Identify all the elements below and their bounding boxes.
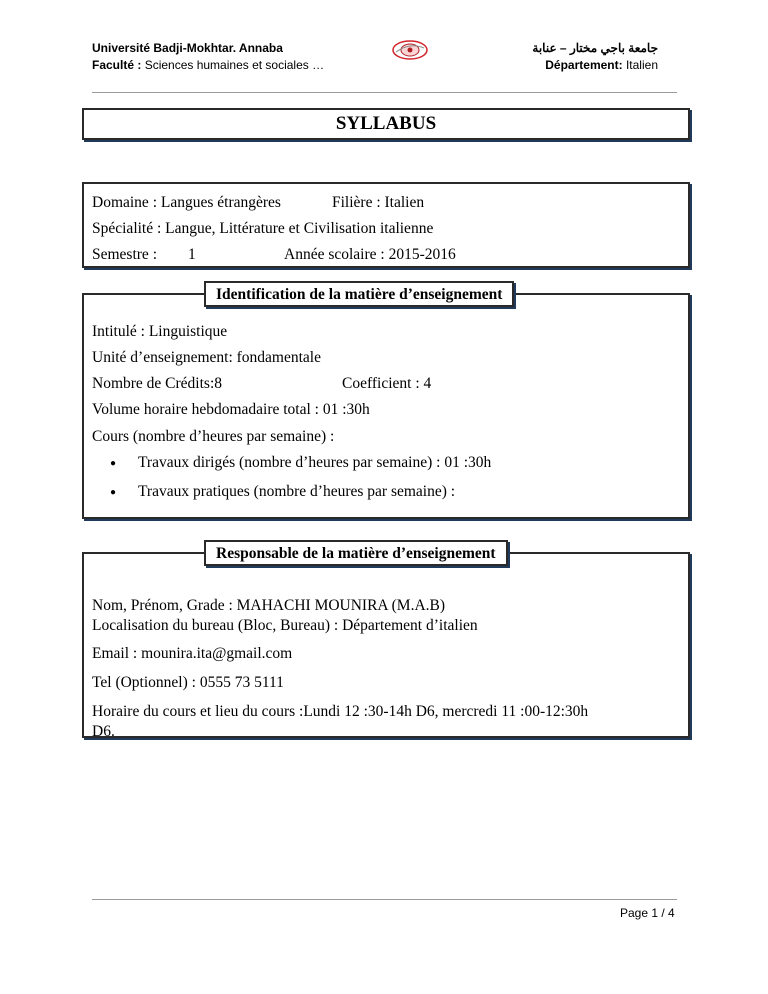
td-text: Travaux dirigés (nombre d’heures par semaine) : 01 :30h: [138, 454, 492, 471]
unite-text: Unité d’enseignement: fondamentale: [92, 349, 321, 366]
bullet-icon: ●: [110, 458, 117, 469]
university-logo-icon: [390, 38, 430, 62]
specialite-text: Spécialité : Langue, Littérature et Civilisation italienne: [92, 220, 434, 237]
annee-text: Année scolaire : 2015-2016: [284, 246, 456, 263]
bullet-icon: ●: [110, 487, 117, 498]
tp-text: Travaux pratiques (nombre d’heures par semaine) :: [138, 483, 456, 500]
department-value: Italien: [625, 58, 658, 72]
horaire-text: Horaire du cours et lieu du cours :Lundi 12 :30-14h D6, mercredi 11 :00-12:30h: [92, 703, 589, 720]
cours-text: Cours (nombre d’heures par semaine) :: [92, 428, 335, 445]
credits-text: Nombre de Crédits:8: [92, 375, 223, 392]
responsable-heading: Responsable de la matière d’enseignement: [204, 540, 508, 566]
syllabus-title: SYLLABUS: [82, 108, 690, 140]
identification-heading: Identification de la matière d’enseignement: [204, 281, 514, 307]
filiere-text: Filière : Italien: [332, 194, 425, 211]
volume-text: Volume horaire hebdomadaire total : 01 :30h: [92, 401, 370, 418]
header-divider: [92, 92, 677, 93]
program-box: [82, 182, 690, 268]
university-name: Université Badji-Mokhtar. Annaba: [92, 41, 283, 55]
horaire-text-cont: D6.: [92, 723, 115, 740]
semestre-value: 1: [188, 246, 196, 263]
page-number: Page 1 / 4: [620, 906, 675, 920]
faculty-value: Sciences humaines et sociales …: [144, 58, 325, 72]
email-text: Email : mounira.ita@gmail.com: [92, 645, 293, 662]
header-left: [92, 40, 324, 74]
localisation-text: Localisation du bureau (Bloc, Bureau) : Département d’italien: [92, 617, 478, 634]
domaine-text: Domaine : Langues étrangères: [92, 194, 281, 211]
header-right: [532, 40, 658, 74]
arabic-university-name: جامعة باجي مختار – عنابة: [532, 41, 658, 55]
semestre-label: Semestre :: [92, 246, 157, 263]
responsable-box: [82, 552, 690, 738]
tel-text: Tel (Optionnel) : 0555 73 5111: [92, 674, 284, 691]
department-label: Département:: [545, 58, 623, 72]
footer-divider: [92, 899, 677, 900]
faculty-label: Faculté :: [92, 58, 142, 72]
identification-box: [82, 293, 690, 519]
nom-text: Nom, Prénom, Grade : MAHACHI MOUNIRA (M.A.B): [92, 597, 446, 614]
coefficient-text: Coefficient : 4: [342, 375, 432, 392]
intitule-text: Intitulé : Linguistique: [92, 323, 228, 340]
